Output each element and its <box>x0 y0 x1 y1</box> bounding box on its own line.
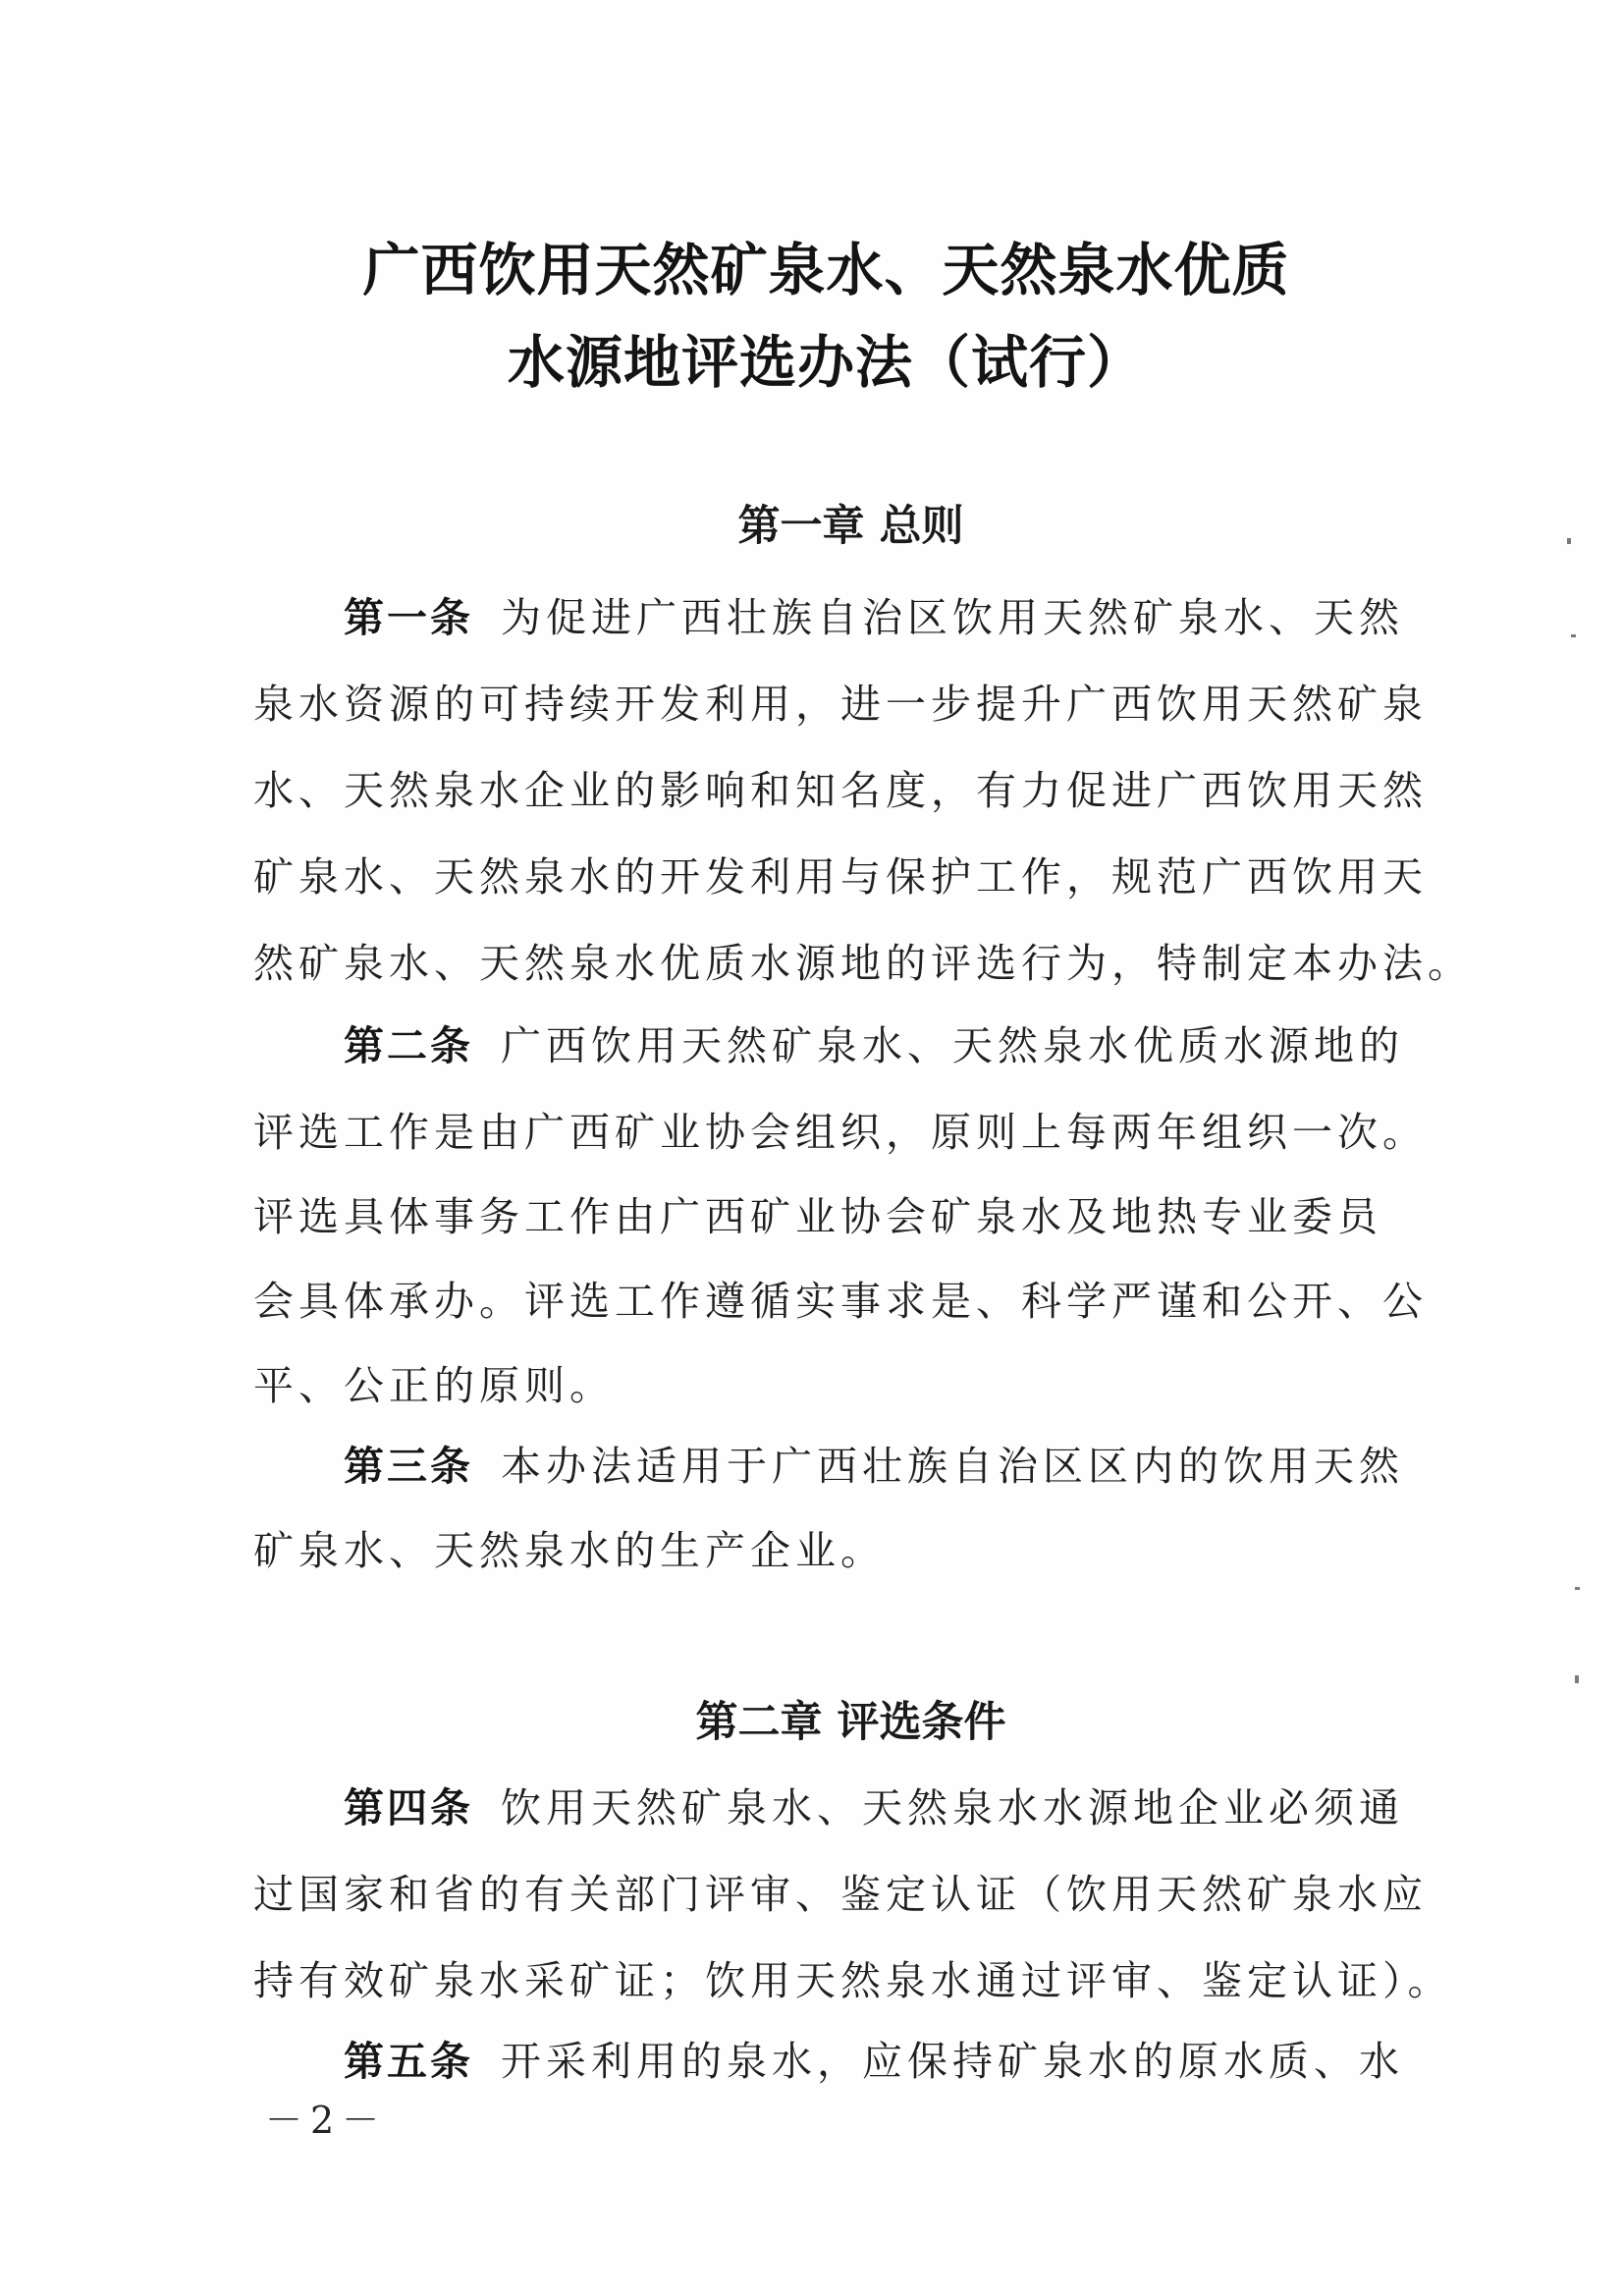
scan-speck <box>1575 1675 1579 1683</box>
article-1-line-4: 矿泉水、天然泉水的开发利用与保护工作，规范广西饮用天 <box>253 853 1428 901</box>
article-1-line-2: 泉水资源的可持续开发利用，进一步提升广西饮用天然矿泉 <box>253 681 1428 728</box>
chapter-1-heading: 第一章 总则 <box>737 502 964 551</box>
article-2-line-5: 平、公正的原则。 <box>253 1362 615 1409</box>
page-number: －2－ <box>265 2099 388 2142</box>
article-2-label: 第二条 <box>344 1022 473 1069</box>
article-3-text-1: 本办法适用于广西壮族自治区区内的饮用天然 <box>501 1443 1404 1490</box>
article-3-line-1 <box>344 1434 1404 1492</box>
article-4-line-3: 持有效矿泉水采矿证；饮用天然泉水通过评审、鉴定认证）。 <box>253 1957 1453 2004</box>
article-1-line-1 <box>344 585 1404 643</box>
article-3-line-2: 矿泉水、天然泉水的生产企业。 <box>253 1527 886 1574</box>
article-3-label: 第三条 <box>344 1443 473 1490</box>
article-2-line-2: 评选工作是由广西矿业协会组织，原则上每两年组织一次。 <box>253 1109 1428 1156</box>
document-title-line-2: 水源地评选办法（试行） <box>507 329 1145 396</box>
article-2-line-1 <box>344 1013 1404 1071</box>
article-1-text-1: 为促进广西壮族自治区饮用天然矿泉水、天然 <box>501 594 1404 641</box>
article-4-label: 第四条 <box>344 1784 473 1831</box>
article-2-text-1: 广西饮用天然矿泉水、天然泉水优质水源地的 <box>501 1022 1404 1069</box>
article-4-line-2: 过国家和省的有关部门评审、鉴定认证（饮用天然矿泉水应 <box>253 1871 1428 1918</box>
scan-speck <box>1567 538 1571 544</box>
article-5-label: 第五条 <box>344 2038 473 2085</box>
article-2-line-3: 评选具体事务工作由广西矿业协会矿泉水及地热专业委员 <box>253 1193 1382 1240</box>
article-1-line-5: 然矿泉水、天然泉水优质水源地的评选行为，特制定本办法。 <box>253 940 1473 987</box>
document-title-line-1: 广西饮用天然矿泉水、天然泉水优质 <box>362 237 1290 303</box>
article-5-text-1: 开采利用的泉水，应保持矿泉水的原水质、水 <box>501 2038 1404 2085</box>
scan-speck <box>1571 634 1576 637</box>
scan-speck <box>1575 1587 1580 1590</box>
article-1-line-3: 水、天然泉水企业的影响和知名度，有力促进广西饮用天然 <box>253 767 1428 814</box>
article-2-line-4: 会具体承办。评选工作遵循实事求是、科学严谨和公开、公 <box>253 1278 1428 1325</box>
article-4-text-1: 饮用天然矿泉水、天然泉水水源地企业必须通 <box>501 1784 1404 1831</box>
article-4-line-1 <box>344 1776 1404 1833</box>
chapter-2-heading: 第二章 评选条件 <box>695 1698 1006 1747</box>
article-1-label: 第一条 <box>344 594 473 641</box>
article-5-line-1 <box>344 2029 1404 2087</box>
